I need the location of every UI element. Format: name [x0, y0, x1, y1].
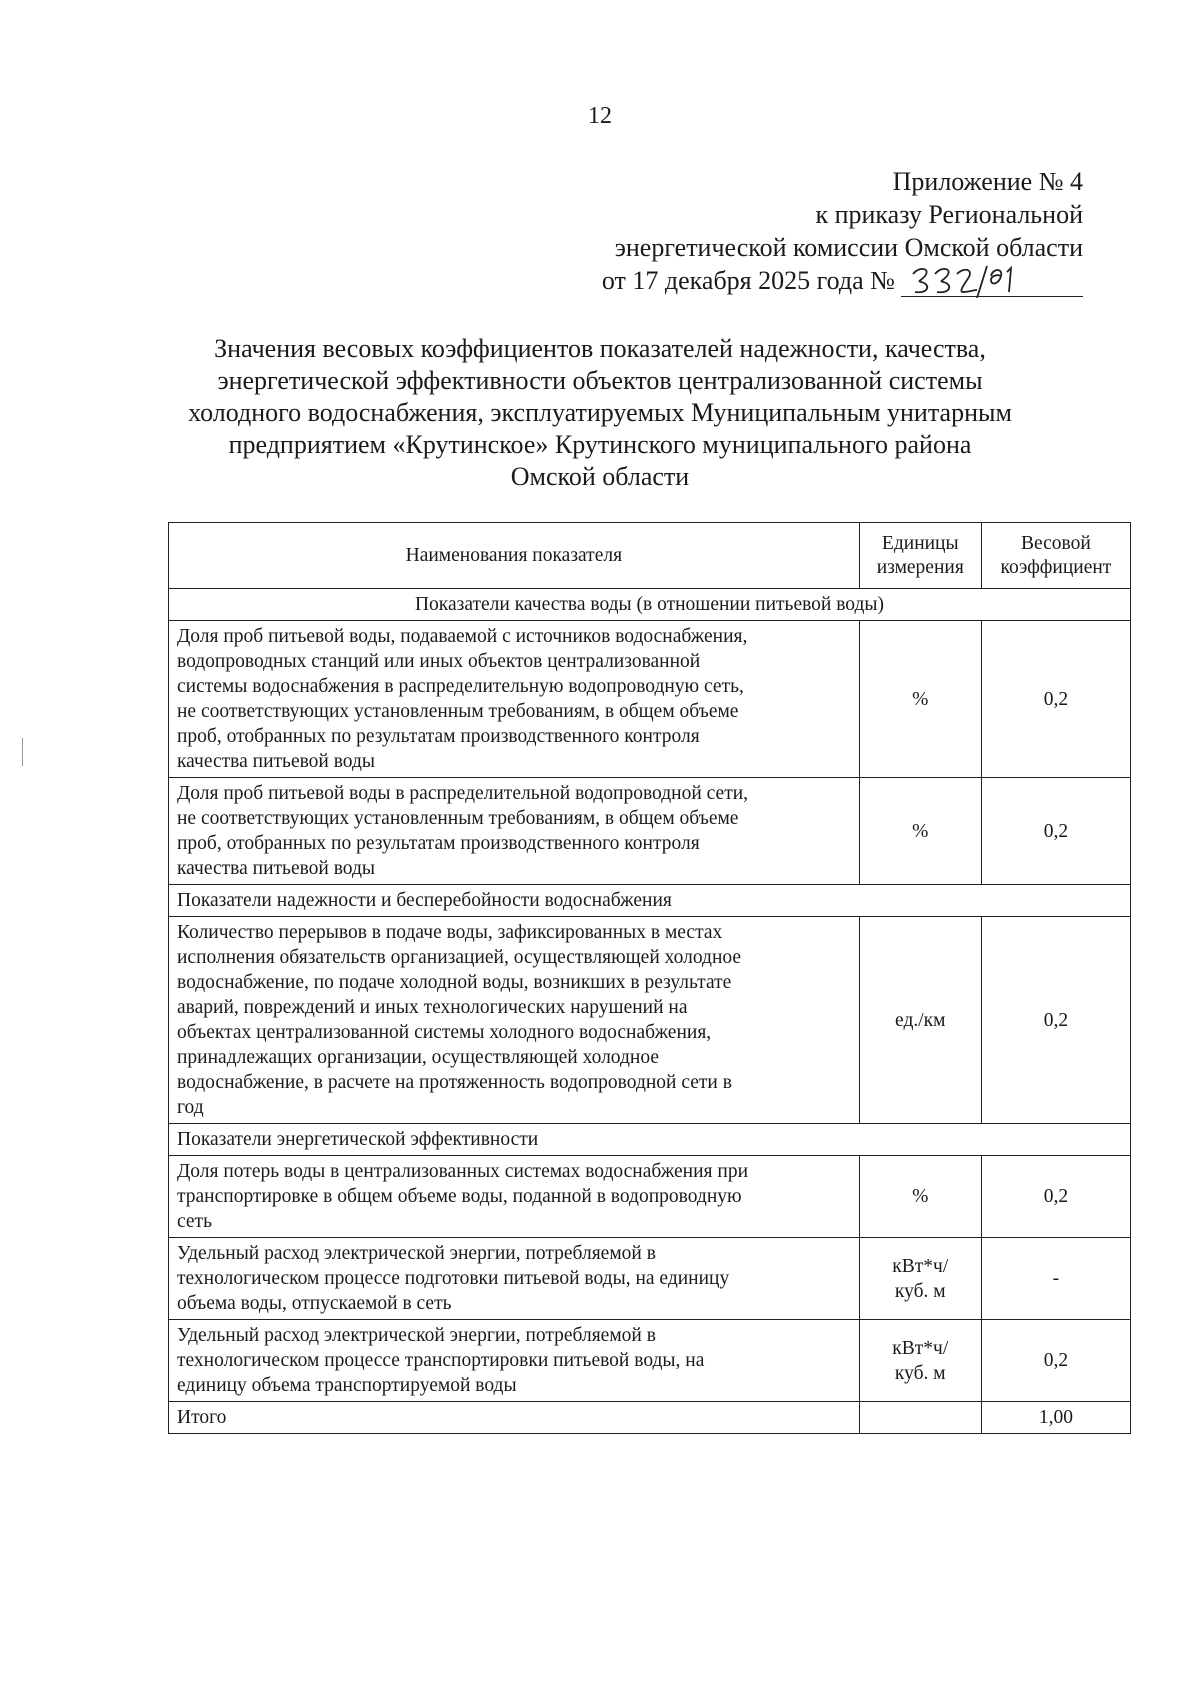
indicator-weight: 0,2 — [981, 1320, 1130, 1402]
title-line: Омской области — [510, 462, 690, 491]
total-label: Итого — [169, 1402, 860, 1434]
title-line: Значения весовых коэффициентов показателей надежности, качества, — [214, 334, 986, 363]
section-row — [169, 589, 1131, 621]
indicator-line: технологическом процессе подготовки питьевой воды, на единицу — [177, 1268, 730, 1289]
indicator-line: проб, отобранных по результатам производственного контроля — [177, 833, 700, 854]
unit-line: куб. м — [894, 1280, 946, 1302]
unit-line: кВт*ч/ — [892, 1255, 949, 1277]
document-title — [150, 333, 1050, 493]
indicator-weight: - — [981, 1238, 1130, 1320]
indicator-name — [169, 778, 860, 885]
indicator-line: проб, отобранных по результатам производственного контроля — [177, 726, 700, 747]
title-line: предприятием «Крутинское» Крутинского муниципального района — [228, 430, 972, 459]
indicator-line: не соответствующих установленным требованиям, в общем объеме — [177, 808, 739, 829]
indicator-line: единицу объема транспортируемой воды — [177, 1375, 517, 1396]
table-row — [169, 621, 1131, 778]
title-line: холодного водоснабжения, эксплуатируемых Муниципальным унитарным — [188, 398, 1012, 427]
indicator-line: водоснабжение, по подаче холодной воды, возникших в результате — [177, 972, 732, 993]
indicator-unit: % — [859, 621, 981, 778]
header-weight-line1: Весовой — [1021, 532, 1091, 554]
total-row — [169, 1402, 1131, 1434]
indicator-weight: 0,2 — [981, 778, 1130, 885]
indicator-name — [169, 917, 860, 1124]
page-number: 12 — [588, 103, 612, 129]
table-row — [169, 778, 1131, 885]
section-row — [169, 1124, 1131, 1156]
indicator-line: Удельный расход электрической энергии, потребляемой в — [177, 1325, 656, 1346]
unit-line: кВт*ч/ — [892, 1337, 949, 1359]
header-unit-line2: измерения — [876, 556, 964, 578]
indicator-line: транспортировке в общем объеме воды, поданной в водопроводную — [177, 1186, 742, 1207]
indicator-unit — [859, 1238, 981, 1320]
indicator-line: качества питьевой воды — [177, 858, 376, 879]
scan-margin-mark — [22, 738, 23, 766]
table-header-row — [169, 523, 1131, 589]
section-quality: Показатели качества воды (в отношении питьевой воды) — [169, 589, 1131, 621]
indicator-line: не соответствующих установленным требованиям, в общем объеме — [177, 701, 739, 722]
appendix-header — [602, 165, 1083, 297]
header-name: Наименования показателя — [169, 523, 860, 589]
indicator-line: технологическом процессе транспортировки питьевой воды, на — [177, 1350, 705, 1371]
indicator-line: Доля проб питьевой воды, подаваемой с источников водоснабжения, — [177, 626, 748, 647]
indicator-weight: 0,2 — [981, 621, 1130, 778]
appendix-date-line — [602, 264, 1083, 297]
section-energy: Показатели энергетической эффективности — [169, 1124, 1131, 1156]
indicator-unit: % — [859, 778, 981, 885]
indicator-line: качества питьевой воды — [177, 751, 376, 772]
indicator-line: Доля проб питьевой воды в распределительной водопроводной сети, — [177, 783, 749, 804]
indicator-weight: 0,2 — [981, 917, 1130, 1124]
indicator-unit: % — [859, 1156, 981, 1238]
handwritten-signature-icon — [907, 262, 1027, 298]
indicator-weight: 0,2 — [981, 1156, 1130, 1238]
header-unit — [859, 523, 981, 589]
indicator-name — [169, 1238, 860, 1320]
indicator-line: Доля потерь воды в централизованных системах водоснабжения при — [177, 1161, 749, 1182]
appendix-commission: энергетической комиссии Омской области — [614, 233, 1083, 262]
table-row — [169, 917, 1131, 1124]
indicator-line: Количество перерывов в подаче воды, зафиксированных в местах — [177, 922, 723, 943]
indicator-line: аварий, повреждений и иных технологических нарушений на — [177, 997, 688, 1018]
table-row — [169, 1238, 1131, 1320]
handwritten-order-number — [901, 268, 1083, 297]
indicator-line: объектах централизованной системы холодного водоснабжения, — [177, 1022, 712, 1043]
indicator-line: объема воды, отпускаемой в сеть — [177, 1293, 452, 1314]
appendix-date: от 17 декабря 2025 года № — [601, 266, 895, 295]
total-unit — [859, 1402, 981, 1434]
indicator-name — [169, 1156, 860, 1238]
indicator-line: Удельный расход электрической энергии, потребляемой в — [177, 1243, 656, 1264]
table-row — [169, 1320, 1131, 1402]
indicator-line: водоснабжение, в расчете на протяженность водопроводной сети в — [177, 1072, 732, 1093]
indicator-unit: ед./км — [859, 917, 981, 1124]
indicator-name — [169, 621, 860, 778]
indicator-line: исполнения обязательств организацией, осуществляющей холодное — [177, 947, 742, 968]
indicator-line: сеть — [177, 1211, 212, 1232]
indicator-line: принадлежащих организации, осуществляющей холодное — [177, 1047, 659, 1068]
indicator-line: год — [177, 1097, 204, 1118]
indicator-unit — [859, 1320, 981, 1402]
section-row — [169, 885, 1131, 917]
indicator-name — [169, 1320, 860, 1402]
header-unit-line1: Единицы — [881, 532, 959, 554]
header-weight-line2: коэффициент — [1000, 556, 1112, 578]
weights-table — [168, 522, 1131, 1434]
appendix-order-ref: к приказу Региональной — [815, 200, 1083, 229]
appendix-number: Приложение № 4 — [892, 167, 1083, 196]
indicator-line: системы водоснабжения в распределительную водопроводную сеть, — [177, 676, 744, 697]
indicator-line: водопроводных станций или иных объектов централизованной — [177, 651, 701, 672]
section-reliability: Показатели надежности и бесперебойности водоснабжения — [169, 885, 1131, 917]
header-weight — [981, 523, 1130, 589]
total-weight: 1,00 — [981, 1402, 1130, 1434]
table-row — [169, 1156, 1131, 1238]
title-line: энергетической эффективности объектов централизованной системы — [217, 366, 983, 395]
unit-line: куб. м — [894, 1362, 946, 1384]
